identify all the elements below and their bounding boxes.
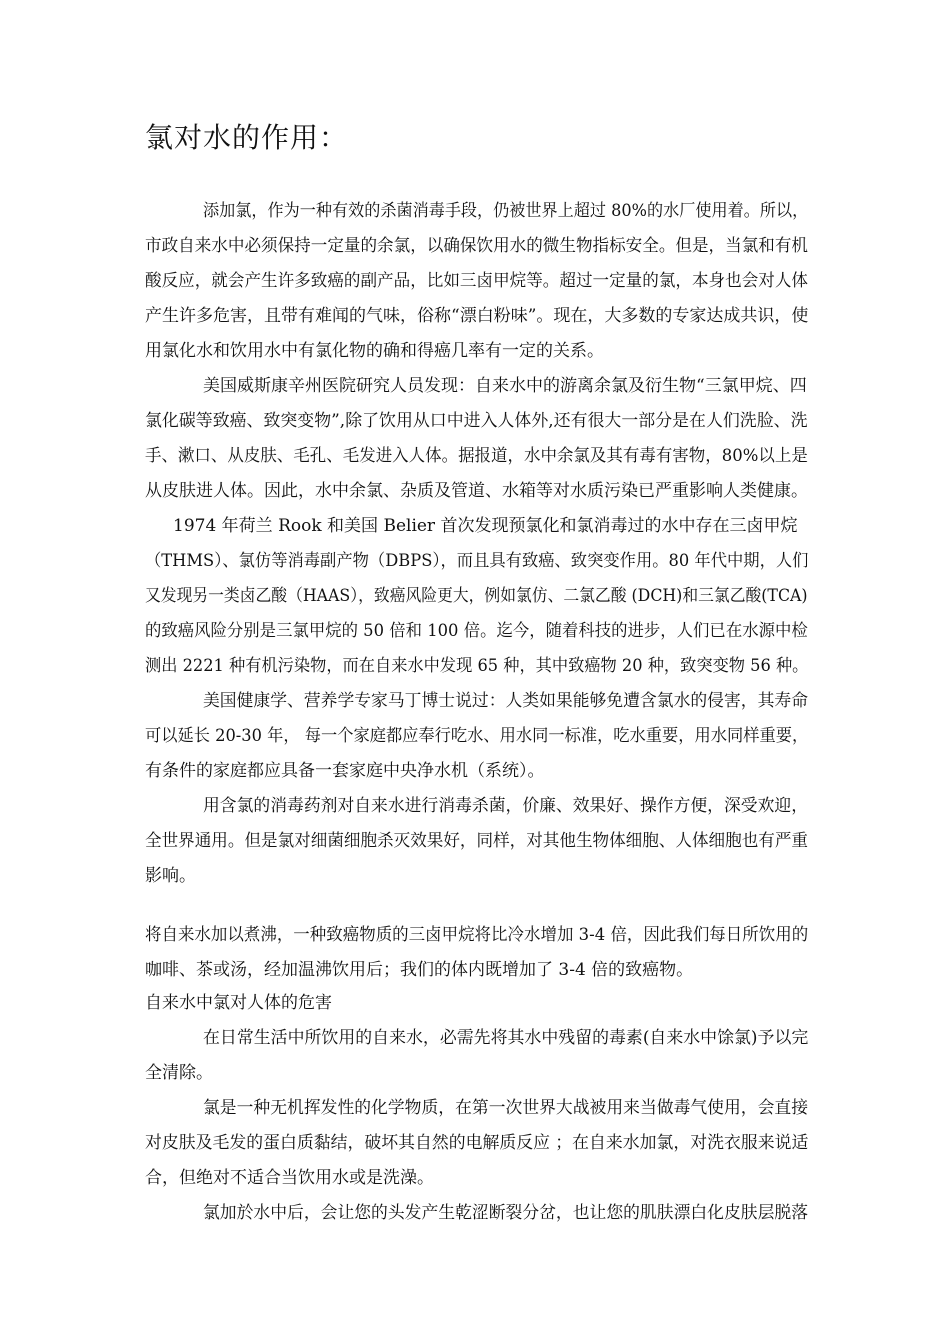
paragraph-line: 将自来水加以煮沸，一种致癌物质的三卤甲烷将比冷水增加 3-4 倍，因此我们每日所饮用的: [145, 925, 809, 945]
paragraph-line: 在日常生活中所饮用的自来水，必需先将其水中残留的毒素(自来水中馀氯)予以完: [203, 1028, 809, 1048]
paragraph-line: （THMS）、氯仿等消毒副产物（DBPS），而且具有致癌、致突变作用。80 年代中期，人们: [145, 551, 809, 571]
paragraph-line: 美国健康学、营养学专家马丁博士说过：人类如果能够免遭含氯水的侵害，其寿命: [203, 691, 809, 711]
paragraph-line: 用氯化水和饮用水中有氯化物的确和得癌几率有一定的关系。: [145, 341, 604, 361]
paragraph-line: 全清除。: [145, 1063, 213, 1083]
paragraph-line: 市政自来水中必须保持一定量的余氯，以确保饮用水的微生物指标安全。但是，当氯和有机: [145, 236, 808, 256]
paragraph-line: 又发现另一类卤乙酸（HAAS），致癌风险更大，例如氯仿、二氯乙酸 (DCH)和三氯乙酸(TCA): [145, 586, 808, 606]
paragraph-line: 氯化碳等致癌、致突变物”,除了饮用从口中进入人体外,还有很大一部分是在人们洗脸、洗: [145, 411, 808, 431]
paragraph-line: 美国威斯康辛州医院研究人员发现：自来水中的游离余氯及衍生物“三氯甲烷、四: [203, 376, 807, 396]
paragraph-line: 添加氯，作为一种有效的杀菌消毒手段，仍被世界上超过 80%的水厂使用着。所以，: [203, 201, 809, 221]
paragraph-line: 全世界通用。但是氯对细菌细胞杀灭效果好，同样，对其他生物体细胞、人体细胞也有严重: [145, 831, 808, 851]
paragraph-line: 酸反应，就会产生许多致癌的副产品，比如三卤甲烷等。超过一定量的氯，本身也会对人体: [145, 271, 808, 291]
paragraph-line: 1974 年荷兰 Rook 和美国 Belier 首次发现预氯化和氯消毒过的水中存在三卤甲烷: [173, 516, 798, 536]
paragraph-line: 合，但绝对不适合当饮用水或是洗澡。: [145, 1168, 434, 1188]
paragraph-line: 氯是一种无机挥发性的化学物质，在第一次世界大战被用来当做毒气使用，会直接: [203, 1098, 809, 1118]
page-title: 氯对水的作用：: [145, 121, 349, 154]
paragraph-line: 对皮肤及毛发的蛋白质黏结，破坏其自然的电解质反应 ；在自来水加氯，对洗衣服来说适: [145, 1133, 809, 1153]
paragraph-line: 用含氯的消毒药剂对自来水进行消毒杀菌，价廉、效果好、操作方便，深受欢迎，: [203, 796, 809, 816]
section-heading: 自来水中氯对人体的危害: [145, 993, 332, 1013]
paragraph-line: 有条件的家庭都应具备一套家庭中央净水机（系统）。: [145, 761, 545, 781]
paragraph-line: 产生许多危害，且带有难闻的气味，俗称“漂白粉味”。现在，大多数的专家达成共识，使: [145, 306, 809, 326]
paragraph-line: 氯加於水中后，会让您的头发产生乾涩断裂分岔，也让您的肌肤漂白化皮肤层脱落: [203, 1203, 809, 1223]
paragraph-line: 从皮肤进人体。因此，水中余氯、杂质及管道、水箱等对水质污染已严重影响人类健康。: [145, 481, 808, 501]
paragraph-line: 可以延长 20-30 年， 每一个家庭都应奉行吃水、用水同一标准，吃水重要，用水同样重要，: [145, 726, 809, 746]
paragraph-line: 的致癌风险分别是三氯甲烷的 50 倍和 100 倍。迄今，随着科技的进步，人们已在水源中检: [145, 621, 808, 641]
paragraph-line: 测出 2221 种有机污染物，而在自来水中发现 65 种，其中致癌物 20 种，致突变物 56 种。: [145, 656, 809, 676]
paragraph-line: 影响。: [145, 866, 196, 886]
paragraph-line: 咖啡、茶或汤，经加温沸饮用后；我们的体内既增加了 3-4 倍的致癌物。: [145, 960, 694, 980]
paragraph-line: 手、漱口、从皮肤、毛孔、毛发进入人体。据报道，水中余氯及其有毒有害物，80%以上是: [145, 446, 808, 466]
